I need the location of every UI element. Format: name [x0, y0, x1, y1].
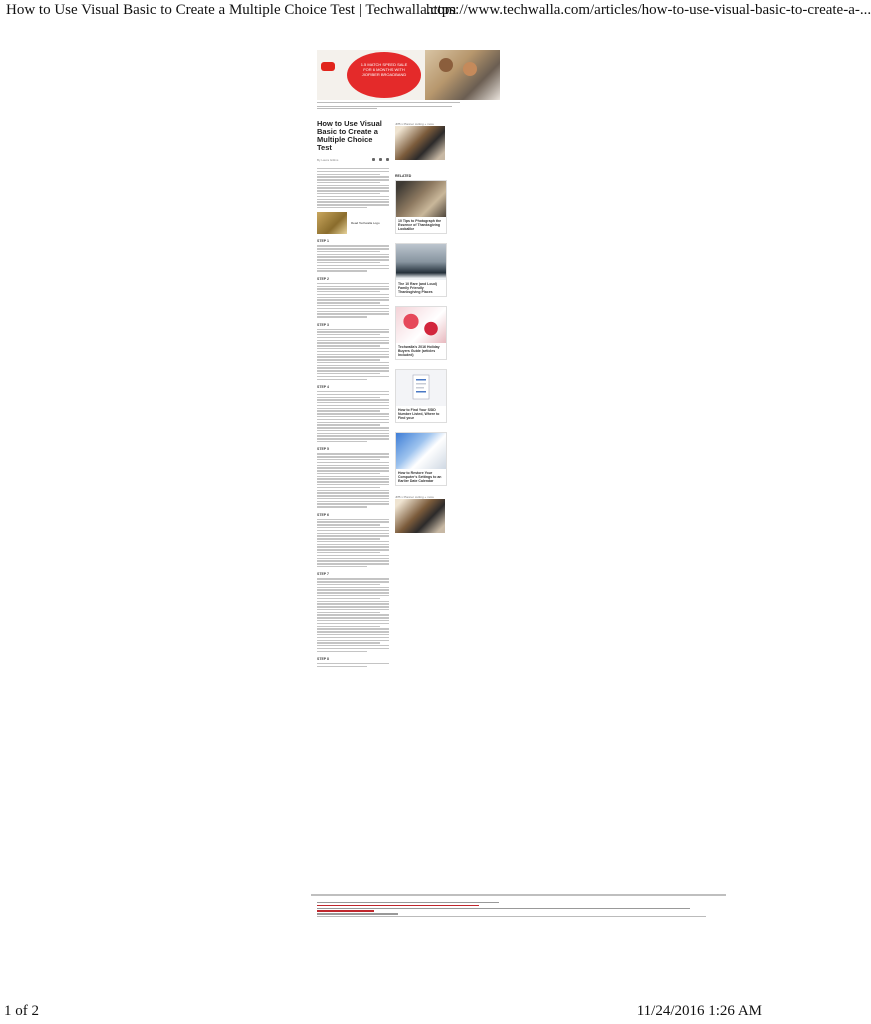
sidebar [395, 122, 445, 537]
ad-banner-text: 1.5 MATCH SPEED SALE FOR 6 MONTHS WITH JIOFIBER BROADBAND [360, 62, 408, 77]
printed-web-page [313, 42, 723, 982]
related-card-title: How to Find Your SSID Number Listed, Where to Find your [398, 408, 440, 420]
related-card[interactable] [395, 243, 447, 297]
thumbnail-image [317, 212, 347, 234]
step-heading: STEP 6 [317, 512, 329, 517]
related-card-title: 10 Tips to Photograph the Essence of Thanksgiving Lookalike [398, 219, 442, 231]
facebook-icon[interactable] [372, 158, 375, 161]
related-card[interactable] [395, 432, 447, 486]
sidebar-ad-caption: JPB x Planner cutting + more [395, 122, 434, 126]
screenshot-icon [396, 433, 446, 469]
step-heading: STEP 2 [317, 276, 329, 281]
ad-banner[interactable] [317, 50, 500, 100]
step-body [317, 578, 389, 652]
share-icons[interactable] [372, 158, 389, 162]
email-icon[interactable] [386, 158, 389, 161]
related-card[interactable] [395, 369, 447, 423]
photo-icon [396, 181, 446, 217]
sidebar-ad-caption: JPB x Planner cutting + more [395, 495, 434, 499]
brand-logo [321, 62, 335, 71]
sidebar-ad[interactable] [395, 122, 445, 164]
related-heading: RELATED [395, 174, 412, 178]
byline-text: By Laura Gittins [317, 158, 339, 162]
step-heading: STEP 4 [317, 384, 329, 389]
ad-person-icon [463, 62, 477, 76]
sidebar-ad-bottom[interactable] [395, 495, 445, 537]
article-byline [317, 158, 389, 162]
ad-photo [425, 50, 500, 100]
page-bottom-links [317, 902, 722, 919]
photo-icon [396, 244, 446, 280]
breadcrumb[interactable] [317, 102, 467, 104]
step-body [317, 391, 389, 442]
breadcrumb-link[interactable] [317, 106, 467, 111]
step-body [317, 283, 389, 318]
tracking-url-strip [311, 894, 726, 896]
print-header-title: How to Use Visual Basic to Create a Multiple Choice Test | Techwalla.com [6, 2, 457, 18]
print-header-url: https://www.techwalla.com/articles/how-to-use-visual-basic-to-create-a-... [426, 2, 871, 18]
step-heading: STEP 3 [317, 322, 329, 327]
step-body [317, 329, 389, 380]
print-footer-datetime: 11/24/2016 1:26 AM [636, 1003, 762, 1019]
related-card[interactable] [395, 306, 447, 360]
step-body [317, 663, 389, 667]
step-heading: STEP 7 [317, 572, 329, 577]
step-heading: STEP 8 [317, 657, 329, 662]
inline-thumbnail[interactable] [317, 212, 389, 234]
related-card-title: The 10 Rare (and Loud) Family Friendly Thanksgiving Places [398, 282, 437, 294]
related-card[interactable] [395, 180, 447, 234]
related-card-title: Techwalla's 2016 Holiday Buyers Guide (articles Included) [398, 345, 440, 357]
step-heading: STEP 1 [317, 239, 329, 244]
sidebar-ad-image [395, 499, 445, 533]
step-body [317, 519, 389, 568]
step-heading: STEP 5 [317, 447, 329, 452]
sidebar-ad-image [395, 126, 445, 160]
article-main [317, 120, 389, 669]
document-icon [396, 370, 446, 406]
intro-paragraph [317, 168, 389, 208]
ad-person-icon [439, 58, 453, 72]
twitter-icon[interactable] [379, 158, 382, 161]
step-body [317, 453, 389, 507]
photo-icon [396, 307, 446, 343]
thumbnail-caption: Read Techwalla Logo [351, 221, 380, 226]
print-footer-page: 1 of 2 [4, 1003, 39, 1019]
article-title: How to Use Visual Basic to Create a Multiple Choice Test [317, 119, 382, 152]
related-card-title: How to Restore Your Computer's Settings to an Earlier Date Calendar [398, 471, 442, 483]
step-body [317, 245, 389, 271]
